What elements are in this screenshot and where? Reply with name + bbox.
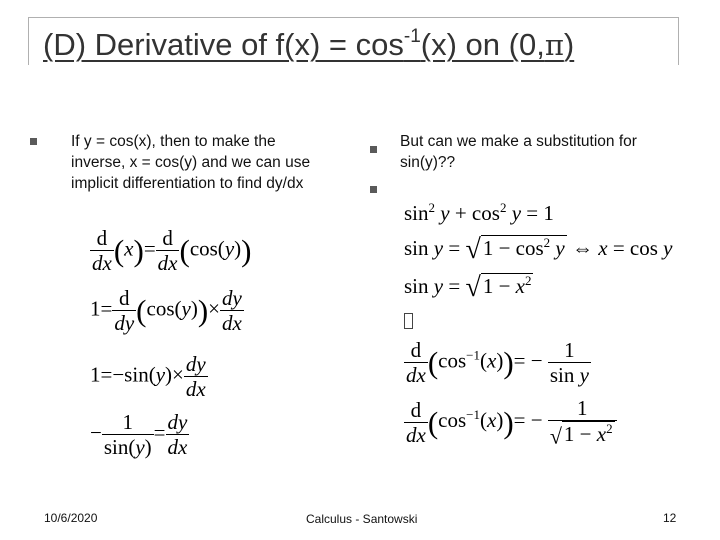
footer-date: 10/6/2020 bbox=[44, 511, 98, 525]
title-frame-right bbox=[678, 17, 679, 65]
page-number: 12 bbox=[663, 511, 677, 525]
left-bullet-text: If y = cos(x), then to make the inverse, x = cos(y) and we can use implicit differentiation to find dy/dx bbox=[71, 133, 311, 192]
footer-center: Calculus - Santowski bbox=[306, 512, 418, 526]
bullet-icon bbox=[30, 138, 37, 145]
bullet-icon bbox=[370, 186, 377, 193]
equation-9: $\frac{d}{dx}$ $(\cos^{-1}(x))=$ − $\frac{1}{√1 - x^2}$ bbox=[404, 396, 617, 449]
equation-2: 1= $\frac{d}{dy}$ (cos(y))× $\frac{dy}{dx}$ bbox=[90, 286, 242, 336]
right-bullet-text: But can we make a substitution for sin(y)?? bbox=[400, 133, 637, 171]
equation-3: 1=−sin(y)× $\frac{dy}{dx}$ bbox=[90, 352, 206, 402]
slide-title: (D) Derivative of $f(x) = \cos^{-1}(x)$ on (0,π) bbox=[43, 26, 575, 62]
bullet-icon bbox=[370, 146, 377, 153]
equation-7: $\sin y = √1 - x^2$ bbox=[404, 272, 532, 303]
equation-6: $\sin y = √1 - \cos^2 y$ ⇔ x = cos y bbox=[404, 234, 673, 265]
title-frame-left bbox=[28, 17, 29, 65]
equation-5: $\sin^2 y + \cos^2 y = 1$ bbox=[404, 200, 554, 225]
equation-4: − $\frac{1}{\sin(y)}$ = $\frac{dy}{dx}$ bbox=[90, 410, 188, 460]
equation-8: $\frac{d}{dx}$ $(\cos^{-1}(x))=$ − $\frac{1}{\text{sin y}}$ bbox=[406, 338, 589, 388]
title-frame-top bbox=[28, 17, 678, 18]
placeholder-glyph bbox=[404, 310, 413, 335]
equation-1: $\frac{d}{dx}$ (x)= $\frac{d}{dx}$ (cos(y)) bbox=[92, 226, 252, 276]
